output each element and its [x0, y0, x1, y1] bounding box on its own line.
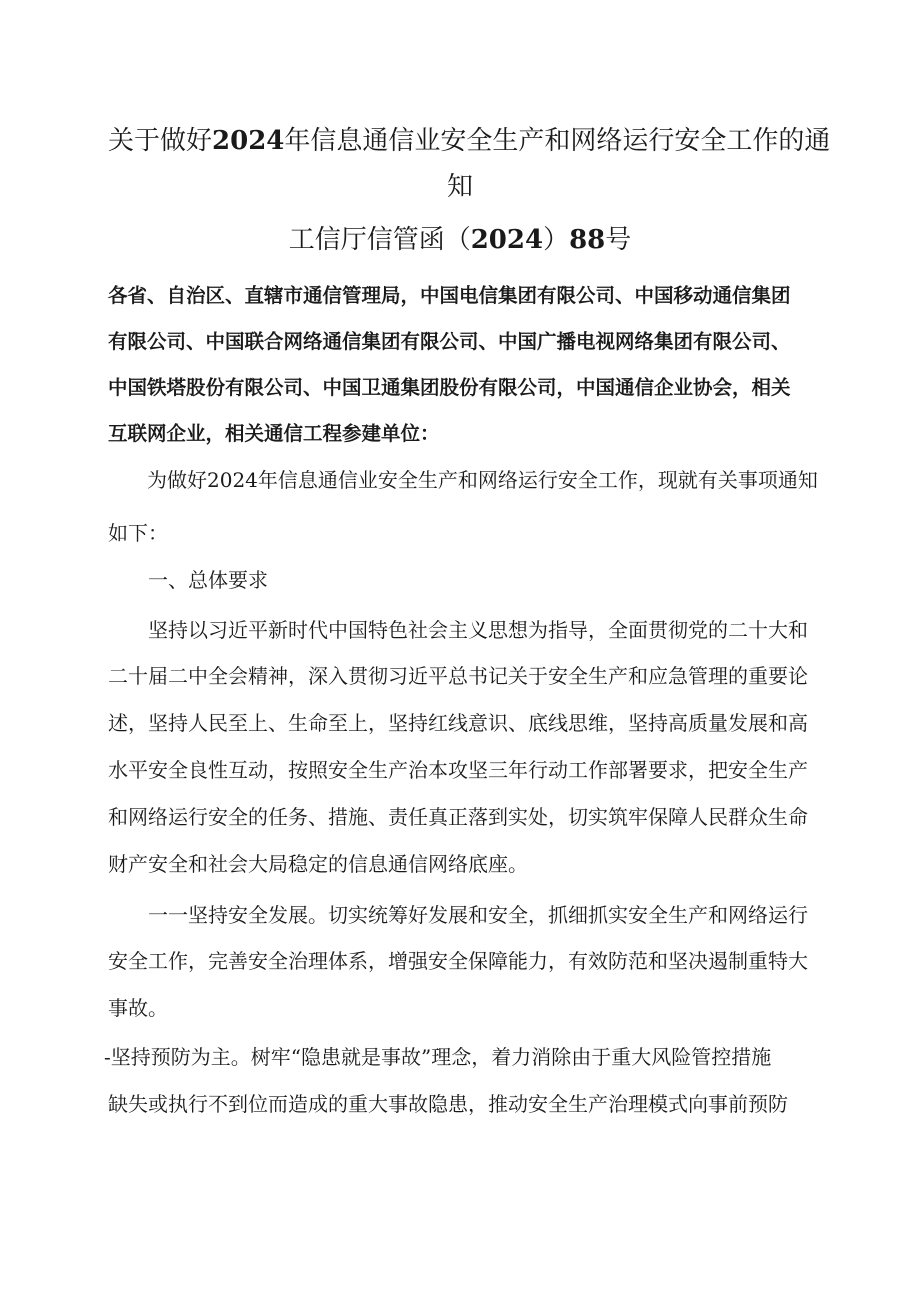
doc-number-num: 88 [569, 225, 606, 255]
paragraph-line: 二十届二中全会精神，深入贯彻习近平总书记关于安全生产和应急管理的重要论 [108, 664, 808, 688]
addressee-line: 有限公司、中国联合网络通信集团有限公司、中国广播电视网络集团有限公司、 [108, 330, 791, 353]
title-year: 2024 [212, 126, 285, 156]
section-heading: 一、总体要求 [148, 568, 268, 592]
doc-number-mid: ） [543, 225, 570, 255]
paragraph-line: 安全工作，完善安全治理体系，增强安全保障能力，有效防范和坚决遏制重特大 [108, 949, 808, 973]
title-suffix: 年信息通信业安全生产和网络运行安全工作的通 [284, 126, 831, 156]
addressee-line: 各省、自治区、直辖市通信管理局，中国电信集团有限公司、中国移动通信集团 [108, 284, 791, 307]
doc-number-prefix: 工信厅信管函（ [288, 225, 471, 255]
intro-line: 如下： [108, 521, 168, 545]
paragraph-line: 财产安全和社会大局稳定的信息通信网络底座。 [108, 852, 528, 876]
paragraph-line: 述，坚持人民至上、生命至上，坚持红线意识、底线思维，坚持高质量发展和高 [108, 711, 808, 735]
paragraph-line: 缺失或执行不到位而造成的重大事故隐患，推动安全生产治理模式向事前预防 [108, 1092, 788, 1116]
addressee-line: 互联网企业，相关通信工程参建单位： [108, 422, 440, 445]
document-title-line-2: 知 [446, 172, 473, 202]
paragraph-line: 事故。 [108, 996, 168, 1020]
paragraph-line: -坚持预防为主。树牢“隐患就是事故”理念，着力消除由于重大风险管控措施 [104, 1045, 772, 1069]
paragraph-line: 一一坚持安全发展。切实统筹好发展和安全，抓细抓实安全生产和网络运行 [148, 903, 808, 927]
title-prefix: 关于做好 [108, 126, 213, 156]
addressee-block [108, 273, 820, 457]
intro-line: 为做好2024年信息通信业安全生产和网络运行安全工作，现就有关事项通知 [147, 468, 818, 492]
addressee-line: 中国铁塔股份有限公司、中国卫通集团股份有限公司，中国通信企业协会，相关 [108, 376, 791, 399]
doc-number-year: 2024 [470, 225, 544, 255]
paragraph-line: 坚持以习近平新时代中国特色社会主义思想为指导，全面贯彻党的二十大和 [148, 618, 808, 642]
document-title-line-1 [108, 126, 831, 156]
document-number [108, 225, 812, 255]
paragraph-line: 和网络运行安全的任务、措施、责任真正落到实处，切实筑牢保障人民群众生命 [108, 805, 808, 829]
paragraph-line: 水平安全良性互动，按照安全生产治本攻坚三年行动工作部署要求，把安全生产 [108, 758, 808, 782]
doc-number-suffix: 号 [605, 225, 632, 255]
